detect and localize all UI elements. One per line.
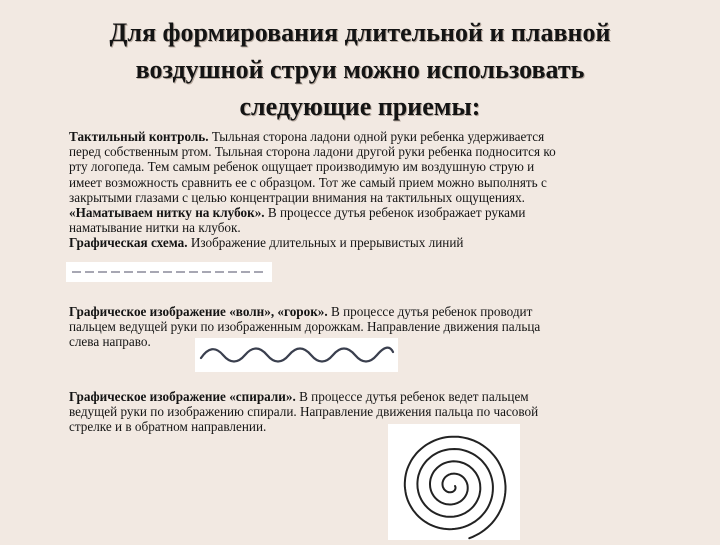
- paragraph-lead: Тактильный контроль.: [69, 129, 209, 144]
- paragraph-line: наматывание нитки на клубок.: [69, 220, 241, 236]
- dashed-lines-icon: [66, 262, 272, 282]
- title-line: воздушной струи можно использовать: [135, 55, 585, 84]
- paragraph-text: В процессе дутья ребенок изображает руками: [264, 205, 526, 221]
- paragraph-lead: Графическое изображение «спирали».: [69, 389, 296, 404]
- tactile-paragraph: [69, 129, 669, 251]
- paragraph-line: слева направо.: [69, 334, 151, 350]
- paragraph-text: Изображение длительных и прерывистых линий: [187, 235, 464, 251]
- paragraph-line: [69, 129, 669, 144]
- paragraph-text: В процессе дутья ребенок проводит: [327, 304, 533, 319]
- paragraph-line: [69, 205, 669, 220]
- paragraph-lead: Графическая схема.: [69, 235, 188, 251]
- paragraph-line: пальцем ведущей руки по изображенным дорожкам. Направление движения пальца: [69, 319, 541, 335]
- paragraph-line: [69, 304, 669, 319]
- paragraph-line: ведущей руки по изображению спирали. Направление движения пальца по часовой: [69, 404, 539, 420]
- paragraph-line: рту логопеда. Тем самым ребенок ощущает производимую им воздушную струю и: [69, 159, 535, 175]
- paragraph-line: [69, 389, 669, 404]
- dashed-lines-image: [66, 262, 272, 282]
- wave-line-icon: [195, 338, 398, 372]
- slide-title: [40, 14, 680, 125]
- paragraph-line: стрелке и в обратном направлении.: [69, 419, 267, 435]
- paragraph-line: перед собственным ртом. Тыльная сторона ладони другой руки ребенка подносится ко: [69, 144, 556, 160]
- paragraph-text: Тыльная сторона ладони одной руки ребенка удерживается: [208, 129, 545, 144]
- paragraph-text: В процессе дутья ребенок ведет пальцем: [295, 389, 529, 404]
- title-line: следующие приемы:: [239, 92, 481, 121]
- spiral-image: [388, 424, 520, 540]
- paragraph-lead: «Наматываем нитку на клубок».: [69, 205, 265, 221]
- paragraph-lead: Графическое изображение «волн», «горок».: [69, 304, 328, 319]
- spiral-paragraph: [69, 389, 669, 435]
- paragraph-line: закрытыми глазами с целью концентрации внимания на тактильных ощущениях.: [69, 189, 525, 205]
- paragraph-line: [69, 235, 669, 250]
- wave-image: [195, 338, 398, 372]
- spiral-icon: [388, 424, 520, 540]
- title-line: Для формирования длительной и плавной: [109, 18, 611, 47]
- paragraph-line: имеет возможность сравнить ее с образцом. Тот же самый прием можно выполнять с: [69, 174, 547, 190]
